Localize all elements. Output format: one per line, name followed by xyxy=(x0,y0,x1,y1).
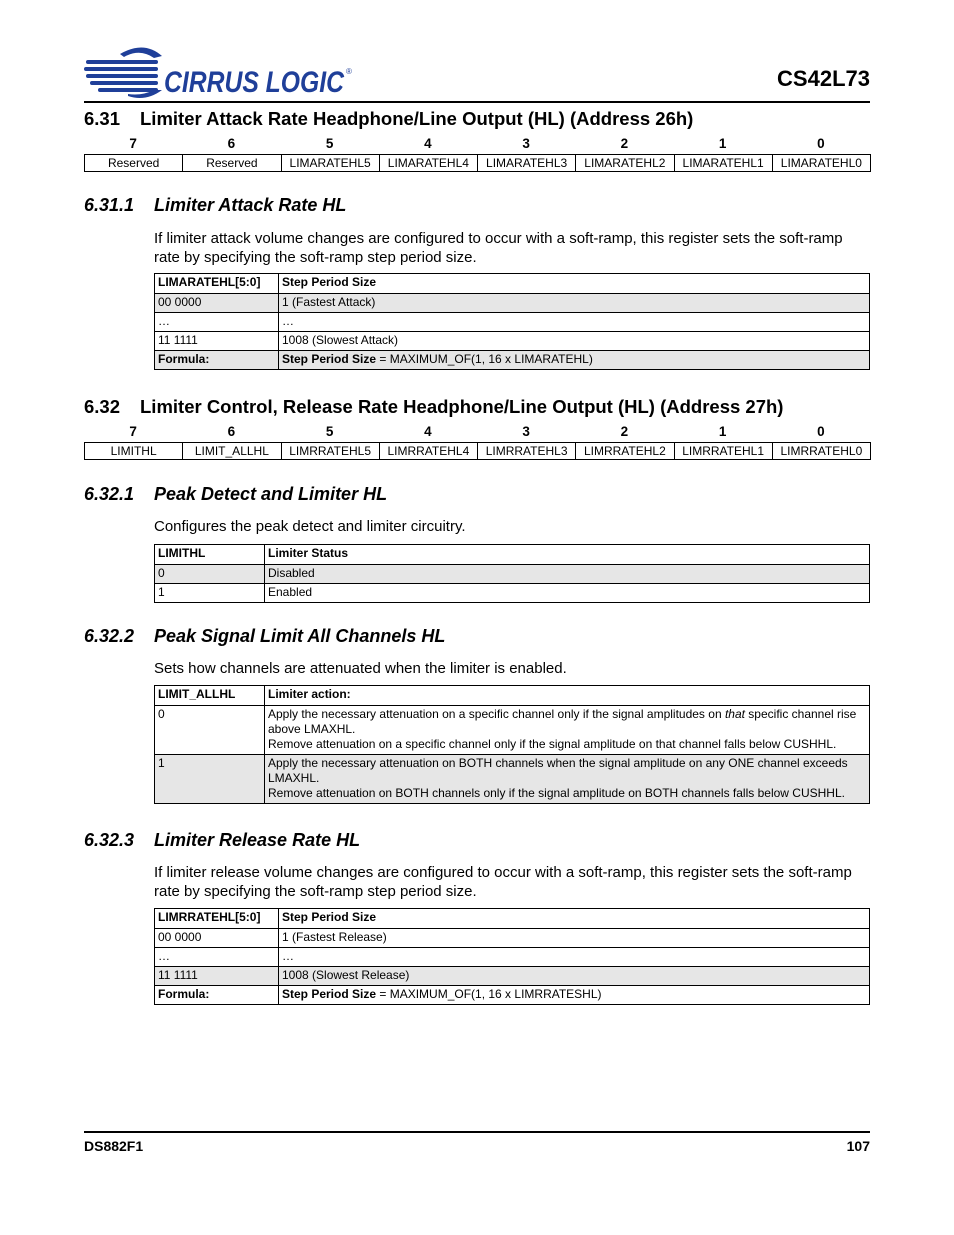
bit-number: 1 xyxy=(718,424,727,439)
section-6-31-heading xyxy=(84,108,693,130)
formula-row xyxy=(155,986,870,1005)
subsection-number: 6.32.3 xyxy=(84,830,135,850)
bit-field: LIMIT_ALLHL xyxy=(183,443,281,460)
peak-limit-table xyxy=(154,685,870,804)
subsection-number: 6.32.2 xyxy=(84,626,135,646)
table-row xyxy=(155,313,870,332)
cell-text: specific channel rise above LMAXHL. xyxy=(268,707,857,736)
subsection-number: 6.31.1 xyxy=(84,195,135,215)
page-number: 107 xyxy=(846,1138,870,1154)
table-cell: 00 0000 xyxy=(155,294,279,313)
attack-rate-description: If limiter attack volume changes are configured to occur with a soft-ramp, this register sets the soft-ramp rate by specifying the soft-ramp step period size. xyxy=(154,230,843,266)
formula-expression: = MAXIMUM_OF(1, 16 x LIMARATEHL) xyxy=(376,352,593,366)
table-header: Limiter action: xyxy=(265,686,870,706)
section-title: Limiter Attack Rate Headphone/Line Output (HL) (Address 26h) xyxy=(140,108,694,129)
bit-number: 6 xyxy=(227,424,236,439)
formula-cell xyxy=(279,351,870,370)
release-rate-table xyxy=(154,908,870,1005)
document-id: DS882F1 xyxy=(84,1138,144,1154)
bit-number: 0 xyxy=(817,136,825,151)
bit-field: LIMARATEHL5 xyxy=(281,155,379,172)
table-row xyxy=(155,948,870,967)
bit-number: 1 xyxy=(718,136,727,151)
release-rate-description: If limiter release volume changes are configured to occur with a soft-ramp, this register sets the soft-ramp rate by specifying the soft-ramp step period size. xyxy=(154,864,852,900)
bit-number: 0 xyxy=(817,424,825,439)
table-cell xyxy=(265,706,870,755)
table-cell: 1008 (Slowest Release) xyxy=(279,967,870,986)
table-cell: 00 0000 xyxy=(155,929,279,948)
table-header: LIMRRATEHL[5:0] xyxy=(155,909,279,929)
table-row xyxy=(155,706,870,755)
cell-text: Apply the necessary attenuation on a specific channel only if the signal amplitudes on xyxy=(268,707,725,721)
footer-divider xyxy=(84,1131,870,1133)
bit-number: 7 xyxy=(129,424,137,439)
bit-field: LIMARATEHL2 xyxy=(576,155,674,172)
table-cell: … xyxy=(155,313,279,332)
bit-field: LIMRRATEHL4 xyxy=(379,443,477,460)
table-cell: 1 (Fastest Release) xyxy=(279,929,870,948)
table-cell: … xyxy=(279,313,870,332)
table-cell: … xyxy=(279,948,870,967)
table-cell: 11 1111 xyxy=(155,967,279,986)
section-title: Limiter Control, Release Rate Headphone/Line Output (HL) (Address 27h) xyxy=(140,396,784,417)
table-cell xyxy=(265,755,870,804)
table-header: LIMITHL xyxy=(155,545,265,565)
bit-number: 2 xyxy=(620,424,629,439)
cell-text: Apply the necessary attenuation on BOTH channels when the signal amplitude on any ONE channel exceeds LMAXHL. xyxy=(268,756,848,785)
table-row xyxy=(155,584,870,603)
bit-number: 7 xyxy=(129,136,137,151)
logo-wordmark: CIRRUS LOGIC xyxy=(164,66,346,99)
peak-detect-table xyxy=(154,544,870,603)
bit-field: LIMRRATEHL3 xyxy=(478,443,576,460)
bit-field: LIMRRATEHL0 xyxy=(772,443,870,460)
bit-field: LIMITHL xyxy=(85,443,183,460)
svg-text:®: ® xyxy=(346,67,352,76)
bit-field: LIMRRATEHL5 xyxy=(281,443,379,460)
table-header: LIMIT_ALLHL xyxy=(155,686,265,706)
section-number: 6.31 xyxy=(84,108,121,129)
section-number: 6.32 xyxy=(84,396,121,417)
table-row xyxy=(155,294,870,313)
section-6-32-heading xyxy=(84,396,783,418)
formula-cell xyxy=(279,986,870,1005)
bit-field: LIMARATEHL1 xyxy=(674,155,772,172)
table-header: LIMARATEHL[5:0] xyxy=(155,274,279,294)
register-map-27h xyxy=(84,442,871,460)
formula-label: Formula: xyxy=(155,351,279,370)
cell-text: Remove attenuation on BOTH channels only if the signal amplitude on BOTH channels falls below CUSHHL. xyxy=(268,786,845,800)
table-cell: 1 (Fastest Attack) xyxy=(279,294,870,313)
table-cell: 0 xyxy=(155,706,265,755)
subsection-6-32-3-heading xyxy=(84,830,360,851)
table-cell: 1 xyxy=(155,584,265,603)
bit-field: LIMARATEHL0 xyxy=(772,155,870,172)
table-row xyxy=(155,967,870,986)
table-cell: … xyxy=(155,948,279,967)
bit-numbers-26h xyxy=(84,136,870,151)
bit-number: 4 xyxy=(424,136,432,151)
subsection-title: Peak Detect and Limiter HL xyxy=(154,484,388,504)
subsection-6-31-1-heading xyxy=(84,195,346,216)
bit-number: 3 xyxy=(522,424,530,439)
cirrus-logic-logo xyxy=(84,44,354,100)
table-header: Step Period Size xyxy=(279,909,870,929)
bit-number: 5 xyxy=(325,136,334,151)
bit-number: 5 xyxy=(325,424,334,439)
bit-field: LIMARATEHL3 xyxy=(478,155,576,172)
subsection-title: Limiter Release Rate HL xyxy=(154,830,361,850)
bit-field: LIMRRATEHL2 xyxy=(576,443,674,460)
table-row xyxy=(155,929,870,948)
register-map-26h xyxy=(84,154,871,172)
bit-field: LIMARATEHL4 xyxy=(379,155,477,172)
attack-rate-table xyxy=(154,273,870,370)
bit-number: 3 xyxy=(522,136,530,151)
formula-expression: = MAXIMUM_OF(1, 16 x LIMRRATESHL) xyxy=(376,987,602,1001)
part-number: CS42L73 xyxy=(777,66,870,91)
table-cell: 11 1111 xyxy=(155,332,279,351)
cell-text: Remove attenuation on a specific channel only if the signal amplitude on that channel falls below CUSHHL. xyxy=(268,737,837,751)
bit-number: 2 xyxy=(620,136,629,151)
formula-label: Formula: xyxy=(155,986,279,1005)
peak-limit-description: Sets how channels are attenuated when the limiter is enabled. xyxy=(154,660,567,677)
table-row xyxy=(155,565,870,584)
table-row xyxy=(155,755,870,804)
formula-term: Step Period Size xyxy=(282,987,377,1001)
subsection-6-32-2-heading xyxy=(84,626,445,647)
table-cell: 0 xyxy=(155,565,265,584)
subsection-6-32-1-heading xyxy=(84,484,387,505)
table-cell: Enabled xyxy=(265,584,870,603)
subsection-number: 6.32.1 xyxy=(84,484,135,504)
peak-detect-description: Configures the peak detect and limiter circuitry. xyxy=(154,518,466,535)
cell-emphasis: that xyxy=(724,707,745,721)
table-header: Limiter Status xyxy=(265,545,870,565)
table-cell: Disabled xyxy=(265,565,870,584)
table-row xyxy=(155,332,870,351)
header-divider xyxy=(84,101,870,103)
table-cell: 1 xyxy=(155,755,265,804)
bit-numbers-27h xyxy=(84,424,870,439)
bit-number: 4 xyxy=(424,424,432,439)
bit-number: 6 xyxy=(227,136,236,151)
formula-term: Step Period Size xyxy=(282,352,377,366)
bit-field: LIMRRATEHL1 xyxy=(674,443,772,460)
subsection-title: Peak Signal Limit All Channels HL xyxy=(154,626,446,646)
bit-field: Reserved xyxy=(183,155,281,172)
table-cell: 1008 (Slowest Attack) xyxy=(279,332,870,351)
formula-row xyxy=(155,351,870,370)
bit-field: Reserved xyxy=(85,155,183,172)
subsection-title: Limiter Attack Rate HL xyxy=(154,195,347,215)
table-header: Step Period Size xyxy=(279,274,870,294)
